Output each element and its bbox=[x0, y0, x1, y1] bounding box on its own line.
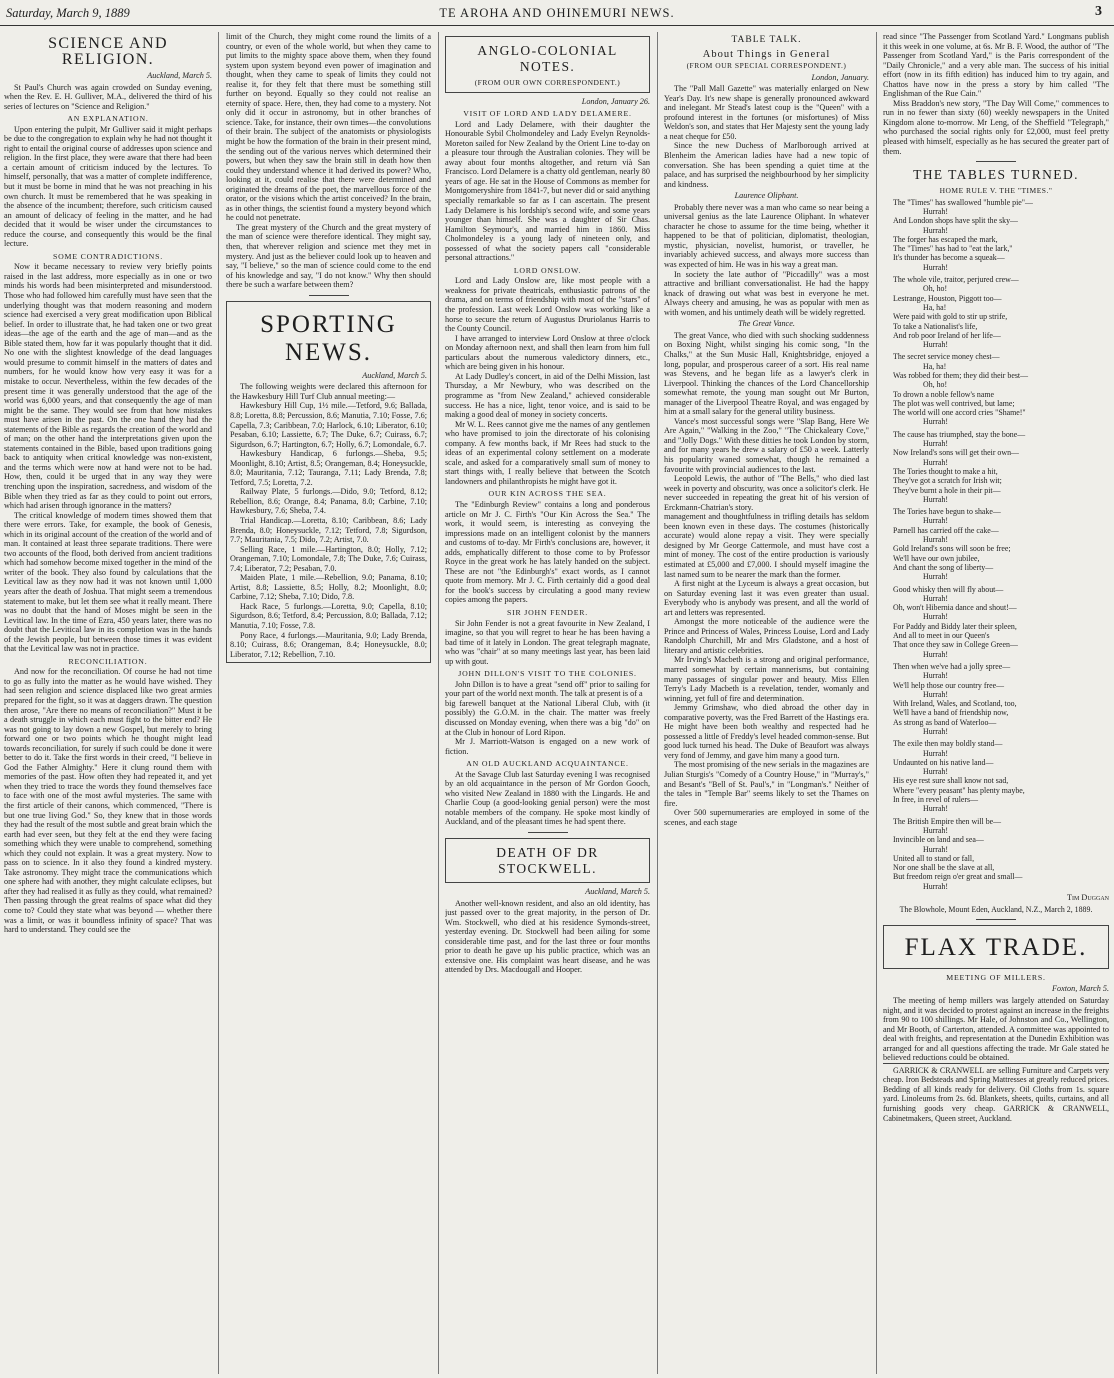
poem-address: The Blowhole, Mount Eden, Auckland, N.Z., March 2, 1889. bbox=[899, 904, 1093, 914]
paragraph: limit of the Church, they might come round the limits of a country, or even of the whole world, but when they came to put limits to the mighty space above them, when they found system upon system beyond even power of imagination and thought, when they came to speak of limits they could not realise it, for they felt that there must be something still further on beyond. Equally so they could not realise an eternity of space. Here, then, they had come to a mystery. Not only did it occur in astronomy, but in other branches of science. Take, for instance, their own times—the convolutions of their brain. The subject of the anatomists or physiologists might be how the formation of the brain in their present mind, the sending out of the various nerves which determined their powers, but when they saw the brain still in death how then could they understand whence it had derived its power? Who, looking at it, could realise that there were determined and originated the dreams of the poet, the marvellous force of the orator, or the visions which the artist conceived? In the brain, as in other things, the scientist found a mystery beyond which he could not penetrate. bbox=[226, 32, 431, 223]
section-heading: MEETING OF MILLERS. bbox=[946, 972, 1046, 982]
page-number: 3 bbox=[1095, 4, 1102, 19]
paragraph: Amongst the more noticeable of the audience were the Prince and Princess of Wales, Princess Louise, Lord and Lady Randolph Churchill, Mr and Mrs Gladstone, and a host of literary and artistic celebrities. bbox=[664, 617, 869, 655]
race-weights: Selling Race, 1 mile.—Hartington, 8.0; Holly, 7.12; Orangeman, 7.10; Lomondale, 7.8; The Duke, 7.6; Cuirass, 7.4; Liberator, 7.2; Pesaban, 7.0. bbox=[230, 544, 427, 573]
poem-stanza bbox=[883, 817, 1109, 891]
poem-refrain: Hurrah! bbox=[923, 572, 948, 582]
poem-line: To take a Nationalist's life, bbox=[893, 321, 978, 331]
separator bbox=[528, 832, 568, 833]
poem-line: It's thunder has become a squeak— bbox=[893, 253, 1005, 263]
poem-line: In free, in revel of rulers— bbox=[893, 795, 979, 805]
paragraph: Upon entering the pulpit, Mr Gulliver said it might perhaps be due to the congregation to explain why he had not thought it right to entail the original course of addresses upon science and religion. In the first place, they were aware that there had been a certain amount of criticism induced by the lectures. To himself, personally, that was a matter of complete indifference, but it must be borne in mind that he was not preaching in his own church. It must be remembered that he was speaking in the absence of the incumbent; therefore, such criticism caused an amount of delicacy of feeling in the matter, and he had decided that it would be wiser under the circumstances to reduce the course, and consequently this would be the final lecture. bbox=[4, 124, 212, 249]
column-tables-turned-flax bbox=[883, 32, 1109, 1374]
dateline: Auckland, March 5. bbox=[362, 370, 427, 380]
poem-line: With Ireland, Wales, and Scotland, too, bbox=[893, 699, 1017, 709]
column-divider bbox=[876, 32, 877, 1374]
paragraph: big farewell banquet at the National Liberal Club, with (it possibly) the G.O.M. in the chair. The matter was freely discussed on Monday evening, when there was a big "do" on at the Club in honour of Lord Ripon. bbox=[445, 698, 650, 737]
poem-line: Oh, won't Hibernia dance and shout!— bbox=[893, 603, 1017, 613]
section-heading: VISIT OF LORD AND LADY DELAMERE. bbox=[463, 109, 632, 119]
dateline: Auckland, March 5. bbox=[585, 887, 650, 897]
death-notice-title-box bbox=[445, 838, 650, 883]
section-heading: The Great Vance. bbox=[738, 319, 795, 329]
column-table-talk bbox=[664, 32, 869, 1374]
poem-refrain: Hurrah! bbox=[923, 340, 948, 350]
poem-refrain: Hurrah! bbox=[923, 225, 948, 235]
poem-line: Parnell has carried off the cake— bbox=[893, 525, 999, 535]
poem-refrain: Hurrah! bbox=[923, 689, 948, 699]
poem-refrain: Hurrah! bbox=[923, 748, 948, 758]
paragraph: At the Savage Club last Saturday evening I was recognised by an old acquaintance in the person of Mr Gordon Gooch, who visited New Zealand in 1880 with the Lingards. He and Charlie Coup (a good-looking genial person) were the most notable members of the company. He spoke most kindly of Auckland, and of the pleasant times he had spent there. bbox=[445, 769, 650, 827]
poem-line: The exile then may boldly stand— bbox=[893, 739, 1003, 749]
poem-line: Undaunted on his native land— bbox=[893, 757, 994, 767]
dateline: London, January 26. bbox=[581, 96, 650, 106]
paragraph: Mr Irving's Macbeth is a strong and original performance, marred somewhat by certain mannerisms, but containing many passages of singular power and beauty. Miss Ellen Terry's Lady Macbeth is a revelation, tender, womanly and winning, yet full of fire and determination. bbox=[664, 655, 869, 703]
masthead bbox=[0, 0, 1114, 26]
poem-signature: Tim Duggan bbox=[1067, 893, 1109, 903]
poem-stanza bbox=[883, 507, 1109, 581]
poem-stanza bbox=[883, 352, 1109, 426]
poem-line: We'll have our own jubilee, bbox=[893, 553, 980, 563]
paragraph: Lord and Lady Delamere, with their daughter the Honourable Sybil Cholmondeley and Lady Evelyn Reynolds-Moreton sailed for New Zealand by the Orient Line to-day on a pleasure tour through the Australian colonies. They will be away about four months altogether, and return vià San Francisco. Lord Delamere is a chatty old gentleman, nearly 80 years of age. He sat in the House of Commons as member for Montgomeryshire from 1841-7, but never did or said anything specially remarkable so far as I can ascertain. The present Lady Delamere is his lordship's second wife, and some years younger than himself. She was a daughter of Sir Chas. Hamilton Seymour's, and married him in 1860. Miss Cholmondeley is a young lady of nineteen only, and possessed of what the society papers call "considerable personal attractions." bbox=[445, 119, 650, 263]
poem-line: His eye rest sure shall know not sad, bbox=[893, 776, 1009, 786]
section-heading: SOME CONTRADICTIONS. bbox=[52, 251, 163, 261]
race-weights: Hawkesbury Hill Cup, 1½ mile.—Tetford, 9.6; Ballada, 8.8; Loretta, 8.8; Percussion, 8.6; Manutia, 7.10; Fosse, 7.6; Capella, 7.3; Caribbean, 7.0; Harlock, 6.10; Liberator, 6.10; Pesaban, 6.10; Lassiette, 6.7; The Duke, 6.7; Cuirass, 6.7; Sigurdson, 6.7; Hartington, 6.7; Holly, 6.7; Lomondale, 6.7. bbox=[230, 401, 427, 449]
poem-line: We'll have a band of friendship now, bbox=[893, 708, 1009, 718]
section-heading: OUR KIN ACROSS THE SEA. bbox=[488, 489, 607, 499]
poem-line: They've burnt a hole in their pit— bbox=[893, 485, 1001, 495]
poem-stanza bbox=[883, 662, 1109, 736]
poem-line: And London shops have split the sky— bbox=[893, 216, 1018, 226]
poem-line: Gold Ireland's sons will soon be free; bbox=[893, 544, 1011, 554]
article-subtitle: About Things in General bbox=[702, 48, 831, 60]
advertisement bbox=[883, 1063, 1109, 1123]
dateline: Auckland, March 5. bbox=[147, 71, 212, 80]
poem-stanza bbox=[883, 739, 1109, 813]
paragraph: management and thoughtfulness in trifling details has seldom been known even in these days. The costumes (historically accurate) would alone repay a visit. They were specially designed by Mr George Cattermole, and must have cost a mint of money. The cost of the entire production is variously estimated at £5,000 and £7,000. I should myself imagine the last named sum to be nearer the mark than the former. bbox=[664, 512, 869, 579]
paragraph: Probably there never was a man who came so near being a universal genius as the late Laurence Oliphant. In whatever character he chose to assume for the time being, whether it happened to be that of politician, diplomatist, theologian, mystic, physician, novelist, humorist, or traveller, he invariably achieved success, and always more success than was expected of him. He was in his way a great man. bbox=[664, 202, 869, 270]
poem-refrain: Hurrah! bbox=[923, 206, 948, 216]
dateline: Foxton, March 5. bbox=[1052, 984, 1109, 994]
paragraph: The "Edinburgh Review" contains a long and ponderous article on Mr J. C. Firth's "Our Kin Across the Sea." The work, it would seem, is interesting as conveying the impressions made on an intelligent colonist by the manners and customs of to-day. Mr Firth's conclusions are, however, it adds, emphatically different to those come to by Professor Royce in the great work he has lately handed on the subject. These are not "the Edinburgh's" exact words, as I cannot quote from memory. Mr J. C. Firth certainly did a good deal for the book's success by circulating a good many review copies among the papers. bbox=[445, 499, 650, 605]
anglo-colonial-title-box bbox=[445, 36, 650, 93]
poem-refrain: Hurrah! bbox=[923, 671, 948, 681]
poem-line: To drown a noble fellow's name bbox=[893, 389, 995, 399]
paragraph: The great mystery of the Church and the great mystery of the man of science were therefore identical. They might say, then, that wherever religion and science met they met in mystery. And just as the believer could look up to heaven and say, "I believe," so the man of science could come to the end of his knowledge and say, "I do not know." Why then should there be such a warfare between them? bbox=[226, 222, 431, 290]
poem-line: The world will one accord cries "Shame!" bbox=[893, 408, 1026, 418]
subtitle: (FROM OUR OWN CORRESPONDENT.) bbox=[474, 78, 621, 87]
poem-line: Now Ireland's sons will get their own— bbox=[893, 448, 1019, 458]
section-heading: JOHN DILLON'S VISIT TO THE COLONIES. bbox=[458, 669, 637, 679]
poem-line: The Tories have begun to shake— bbox=[893, 507, 1001, 517]
article-title: SCIENCE AND RELIGION. bbox=[48, 35, 168, 68]
paragraph: The most promising of the new serials in the magazines are Julian Sturgis's "Comedy of a Country House," in "Murray's," and Besant's "Bell of St. Paul's," in "Longman's." Neither of the tales in "Temple Bar" seems likely to set the Thames on fire. bbox=[664, 760, 869, 808]
poem-refrain: Hurrah! bbox=[923, 439, 948, 449]
poem-refrain: Ha, ha! bbox=[923, 302, 947, 312]
paragraph: Mr J. Marriott-Watson is engaged on a new work of fiction. bbox=[445, 737, 650, 756]
paragraph: The meeting of hemp millers was largely attended on Saturday night, and it was decided to protest against an increase in the freights from 90 to 100 shillings. Mr Hale, of Johnston and Co., Wellington, and Mr Booth, of Carterton, attended. A committee was appointed to deal with freights, and representation at the Dunedin Exhibition was arranged for and all questions affecting the trade. Mr Gale stated he believed reductions could be obtained. bbox=[883, 995, 1109, 1063]
poem-line: And chant the song of liberty— bbox=[893, 562, 994, 572]
poem-refrain: Hurrah! bbox=[923, 535, 948, 545]
poem-line: Nor one shall be the slave at all, bbox=[893, 863, 995, 873]
poem-line: The British Empire then will be— bbox=[893, 816, 1002, 826]
paragraph: Another well-known resident, and also an old identity, has just passed over to the great majority, in the person of Dr. Wm. Stockwell, who died at his residence Symonds-street, yesterday evening. Dr. Stockwell had been ailing for some considerable time past, and for the last three or four months prior to death he gave up his public practice, which was an extensive one. His complaint was heart disease, and he was attended by Drs. Macdougall and Hooper. bbox=[445, 898, 650, 975]
section-heading: SIR JOHN FENDER. bbox=[506, 607, 589, 617]
column-divider bbox=[657, 32, 658, 1374]
race-weights: Pony Race, 4 furlongs.—Mauritania, 9.0; Lady Brenda, 8.10; Cuirass, 8.6; Orangeman, 8.4; Honeysuckle, 8.0; Liberator, 7.12; Rebellion, 7.10. bbox=[230, 630, 427, 659]
poem-stanza bbox=[883, 585, 1109, 659]
poem-refrain: Hurrah! bbox=[923, 262, 948, 272]
poem-refrain: Hurrah! bbox=[923, 494, 948, 504]
poem-refrain: Oh, ho! bbox=[923, 284, 948, 294]
poem-line: They've got a scratch for Irish wit; bbox=[893, 476, 1002, 486]
paragraph: A first night at the Lyceum is always a great occasion, but on Saturday evening last it was even greater than usual. Everybody who is anybody was present, and all the world of art and letters was represented. bbox=[664, 579, 869, 617]
paragraph: St Paul's Church was again crowded on Sunday evening, when the Rev. E. H. Gulliver, M.A., delivered the third of his series of lectures on "Science and Religion." bbox=[4, 82, 212, 111]
poem-line: Where "every peasant" has plenty maybe, bbox=[893, 785, 1025, 795]
race-weights: Trial Handicap.—Loretta, 8.10; Caribbean, 8.6; Lady Brenda, 8.0; Honeysuckle, 7.12; Tetford, 7.8; Sigurdson, 7.7; Mauritania, 7.5; Dido, 7.2; Artist, 7.0. bbox=[230, 515, 427, 545]
poem-refrain: Hurrah! bbox=[923, 516, 948, 526]
article-title: DEATH OF DR STOCKWELL. bbox=[496, 845, 599, 877]
dateline: London, January. bbox=[811, 72, 869, 82]
poem-line: That once they saw in College Green— bbox=[893, 640, 1018, 650]
paragraph: Leopold Lewis, the author of "The Bells," who died last week in poverty and obscurity, was once a solicitor's clerk. He never succeeded in repeating the great hit of his version of Erckmann-Chatrian's story. bbox=[664, 474, 869, 512]
poem-stanza bbox=[883, 198, 1109, 272]
separator bbox=[976, 919, 1016, 920]
poem-refrain: Oh, ho! bbox=[923, 380, 948, 390]
poem-line: The "Times" has swallowed "humble pie"— bbox=[893, 197, 1033, 207]
separator bbox=[976, 161, 1016, 162]
paragraph: read since "The Passenger from Scotland Yard." Longmans publish it this week in one volume, at 6s. Mr B. F. Wood, the author of "The Passenger from Scotland Yard," is the Paris correspondent of the "Daily Chronicle," and a very able man. The success of his initial effort (now in its fifth edition) has induced him to try again, and Chattos have now in the press a story by him called "The Englishman of the Rue Cain." bbox=[883, 32, 1109, 99]
poem-stanza bbox=[883, 275, 1109, 349]
paragraph: Sir John Fender is not a great favourite in New Zealand, I imagine, so that you will regret to hear he has been having a bad time of it lately in London. The great telegraph magnate, who was "chair" at so many meetings last year, has been laid up with gout. bbox=[445, 618, 650, 666]
poem-refrain: Hurrah! bbox=[923, 612, 948, 622]
poem-line: The plot was well contrived, but lame; bbox=[893, 398, 1015, 408]
column-science-continued-sporting bbox=[226, 32, 431, 1374]
poem-line: The forger has escaped the mark, bbox=[893, 234, 998, 244]
section-heading: AN EXPLANATION. bbox=[67, 114, 149, 124]
poem-line: Good whisky then will fly about— bbox=[893, 584, 1004, 594]
race-weights: Railway Plate, 5 furlongs.—Dido, 9.0; Tetford, 8.12; Rebellion, 8.6; Orange, 8.4; Panama, 8.0; Carbine, 7.10; Hawkesbury, 7.6; Sheba, 7.4. bbox=[230, 487, 427, 516]
poem-refrain: Hurrah! bbox=[923, 726, 948, 736]
section-heading: RECONCILIATION. bbox=[68, 656, 148, 666]
issue-date: Saturday, March 9, 1889 bbox=[6, 6, 130, 20]
paragraph: Lord and Lady Onslow are, like most people with a weakness for private theatricals, enthusiastic patrons of the drama, and on terms of friendship with most of the "stars" of the profession. Last week Lord Onslow was working like a horse to secure the return of Augustus Druriolanus Harris to the County Council. bbox=[445, 276, 650, 334]
poem-line: Lestrange, Houston, Piggott too— bbox=[893, 293, 1002, 303]
poem-line: Were paid with gold to stir up strife, bbox=[893, 312, 1008, 322]
poem-refrain: Hurrah! bbox=[923, 593, 948, 603]
paper-title: TE AROHA AND OHINEMURI NEWS. bbox=[439, 6, 675, 20]
paragraph: Since the new Duchess of Marlborough arrived at Blenheim the American ladies have had a new topic of conversation. She has been spending a quiet time at the palace, and has surprised the neighbourhood by her simplicity and kindness. bbox=[664, 141, 869, 189]
advertisement-text: GARRICK & CRANWELL are selling Furniture and Carpets very cheap. Iron Bedsteads and Spring Mattresses at greatly reduced prices. Bedding of all kinds ready for delivery. Oil Cloths from 1s. square yard. Linoleums from 2s. 6d. Blankets, sheets, quilts, curtains, and all furnishing goods very cheap. GARRICK & CRANWELL, Cabinetmakers, Queen street, Auckland. bbox=[883, 1065, 1109, 1123]
poem-line: For Paddy and Biddy later their spleen, bbox=[893, 621, 1017, 631]
poem-refrain: Hurrah! bbox=[923, 881, 948, 891]
poem-refrain: Hurrah! bbox=[923, 417, 948, 427]
paragraph: Miss Braddon's new story, "The Day Will Come," commences to run in no fewer than sixty (60) weekly newspapers in the United Kingdom alone to-morrow. Mr Leng, of the Sheffield "Telegraph," who purchased the social rights only for £2,000, must feel pretty pleased with himself, especially as he has secured the greater part of them. bbox=[883, 98, 1109, 156]
poem-refrain: Ha, ha! bbox=[923, 361, 947, 371]
poem-line: The Tories thought to make a hit, bbox=[893, 466, 998, 476]
race-weights: Maiden Plate, 1 mile.—Rebellion, 9.0; Panama, 8.10; Artist, 8.8; Lassiette, 8.5; Holly, 8.2; Moonlight, 8.0; Carbine, 7.12; Sheba, 7.10; Dido, 7.8. bbox=[230, 573, 427, 602]
poem-refrain: Hurrah! bbox=[923, 804, 948, 814]
paragraph: Over 500 supernumeraries are employed in some of the scenes, and each stage bbox=[664, 808, 869, 827]
paragraph: Mr W. L. Rees cannot give me the names of any gentlemen who have promised to join the directorate of his colonising company. A few months back, if Mr Rees had stuck to the ideas of an experimental colony settlement on a moderate scale, and asked for a comparatively small sum of money to start things with, I really believe that between the Scotch landowners and philanthropists he might have got it. bbox=[445, 419, 650, 486]
column-science-religion bbox=[4, 32, 212, 1374]
poem-title: THE TABLES TURNED. bbox=[913, 167, 1079, 183]
poem-line: The whole vile, traitor, perjured crew— bbox=[893, 275, 1019, 285]
poem-line: The cause has triumphed, stay the bone— bbox=[893, 429, 1026, 439]
poem-subtitle: HOME RULE V. THE "TIMES." bbox=[939, 186, 1053, 196]
poem-line: And all to meet in our Queen's bbox=[893, 631, 990, 641]
poem-refrain: Hurrah! bbox=[923, 767, 948, 777]
byline: (FROM OUR SPECIAL CORRESPONDENT.) bbox=[686, 61, 847, 71]
paragraph: The great Vance, who died with such shocking suddenness on Boxing Night, whilst singing his comic song, "In the Chalks," at the Sun Music Hall, Knightsbridge, enjoyed a long, popular, and prosperous career of a sort. His real name was Stevens, and he began life as a lawyer's clerk in Liverpool. Thinking the chances of the Lord Chancellorship somewhat remote, the young man sought out Mr Burton, manager of the Liverpool Theatre Royal, and was engaged by him at a small salary for the general utility business. bbox=[664, 330, 869, 417]
poem-line: But freedom reign o'er great and small— bbox=[893, 872, 1023, 882]
poem-refrain: Hurrah! bbox=[923, 457, 948, 467]
article-title: SPORTING NEWS. bbox=[260, 310, 397, 366]
article-title: FLAX TRADE. bbox=[904, 933, 1088, 961]
column-divider bbox=[218, 32, 219, 1374]
paragraph: John Dillon is to have a great "send off" prior to sailing for your part of the world next month. The talk at present is of a bbox=[445, 679, 650, 699]
paragraph: At Lady Dudley's concert, in aid of the Delhi Mission, last Thursday, a Mr Newbury, who was described on the programme as "from New Zealand," achieved considerable success. He has a nice, light, tenor voice, and is said to be making a good deal of money in society concerts. bbox=[445, 371, 650, 420]
paragraph: In society the late author of "Piccadilly" was a most attractive and brilliant conversationalist. He had the happy knack of drawing out what was best in everyone he met. Always cheery and amusing, he was as popular with men as with women, and his untimely death will be widely regretted. bbox=[664, 269, 869, 317]
paragraph: Jemmy Grimshaw, who died abroad the other day in comparative poverty, was the Fred Barrett of the Hastings era. He might have been both wealthy and respected had he possessed a little of Freddy's level headed common-sense. But good luck turned his head. The Duke of Beaufort was always very fond of Jemmy, and gave him many a good turn. bbox=[664, 703, 869, 760]
poem-line: And rob poor Ireland of her life— bbox=[893, 330, 1001, 340]
separator bbox=[309, 295, 349, 296]
paragraph: Vance's most successful songs were "Slap Bang, Here We Are Again," "Walking in the Zoo," "The Chickaleary Cove," and "Jolly Dogs." With these ditties he took London by storm, and for many years he drew a salary of £50 a week. Latterly his popularity waned somewhat, though he remained a favourite with provincial audiences to the last. bbox=[664, 416, 869, 474]
flax-trade-title-box bbox=[883, 925, 1109, 969]
article-title: TABLE TALK. bbox=[731, 35, 802, 45]
paragraph: The critical knowledge of modern times showed them that there were errors. Take, for example, the book of Genesis, which in its original account of the creation of the world and of man. It contained at least three separate traditions. There were two accounts of the flood, both derived from ancient traditions which had somehow become mixed together in the mind of the writer of the book. They also found by calculations that the Levitical law as they now had it was not known until 1,000 years after the death of Joshua. That might seem a tremendous statement to make, but let them see what it really meant. There was no doubt that the hand of Moses might be seen in the Levitical law. In the time of Ezra, 450 years later, there was no doubt that the Levitical law in its completion was in the hands of the Jewish people, but between those times it was evident that the Levitical law was not in practice. bbox=[4, 510, 212, 654]
poem-refrain: Hurrah! bbox=[923, 649, 948, 659]
paragraph: I have arranged to interview Lord Onslow at three o'clock on Monday afternoon next, and shall then learn from him full particulars about the numerous valedictory dinners, etc., which are being given in his honour. bbox=[445, 333, 650, 372]
sporting-news-box bbox=[226, 301, 431, 663]
poem-line: The "Times" has had to "eat the lark," bbox=[893, 244, 1013, 254]
poem-line: Then when we've had a jolly spree— bbox=[893, 661, 1011, 671]
poem-line: Was robbed for them; they did their best— bbox=[893, 371, 1029, 380]
poem-refrain: Hurrah! bbox=[923, 825, 948, 835]
article-title: ANGLO-COLONIAL NOTES. bbox=[477, 43, 618, 74]
section-heading: Laurence Oliphant. bbox=[734, 191, 799, 201]
section-heading: AN OLD AUCKLAND ACQUAINTANCE. bbox=[466, 759, 629, 769]
paragraph: Now it became necessary to review very briefly points raised in the last address, more especially as in one or two minds his words had been misinterpreted and misunderstood. Those who had followed him carefully must have seen that the underlying thought was that modern reasoning and modern science had exercised a very great modification upon Biblical belief. In order to illustrate that, he had taken one or two great ideas—the age of the earth and the age of man—and as the Bible stated them, how far it was popularly thought that it did. No one with the slightest knowledge of the dead languages would presume to commit himself in the matters of dates and numbers, for he would know how very easy it was for a mistake to occur. Nevertheless, within the few decades of the present time it was generally understood that the age of the world was 6,000 years, and that consequently the age of man might be the same. They would see from that how mistakes must have arisen in the past. On the one hand they had the statements of the Bible as regards the creation of the world and of man; on the other hand the interpretations given upon the statements contained in the Bible, based upon traditions going back to antiquity when critical knowledge was non-existent, and the terms which were now at hand were not to be had. How, then, could it be urged that in any way they were trenching upon the inspiration, sacredness, and wisdom of the Bible when they tried as far as they could to point out errors, which had arisen through ignorance in the matters? bbox=[4, 262, 212, 511]
poem-line: We'll help those our country free— bbox=[893, 680, 1004, 690]
poem-refrain: Hurrah! bbox=[923, 844, 948, 854]
poem-line: The secret service money chest— bbox=[893, 352, 1000, 362]
race-weights: Hack Race, 5 furlongs.—Loretta, 9.0; Capella, 8.10; Sigurdson, 8.6; Tetford, 8.4; Percussion, 8.0; Ballada, 7.12; Manutia, 7.10; Fosse, 7.8. bbox=[230, 601, 427, 630]
poem-line: As strong as band of Waterloo— bbox=[893, 717, 997, 727]
section-heading: LORD ONSLOW. bbox=[513, 265, 582, 275]
column-anglo-colonial bbox=[445, 32, 650, 1374]
column-divider bbox=[438, 32, 439, 1374]
paragraph: And now for the reconciliation. Of course he had not time to go as fully into the matter as he would have wished. They had seen religion and science displaced like two great armies prepared for the fight, so it was at daggers drawn. The question then arose, "Are there no means of reconciliation?" Must it be a death struggle in which each must fight to the bitter end? He was not going to lay down a new Gospel, but merely to bring forward one or two points which he thought might lead towards reconciliation, for surely if such could be done it were better to do it. Take the first words in their creed, "I believe in God the Father Almighty." Here it clung round them with memories of the past. How often they had repeated it, and yet when they tried to trace the words they found themselves face to face with one of the most awful mysteries. The same with the first article of their canons, which commenced, "There is but one true living God." So, they knew that in those words they had the result of the most subtle and great brain which the earth had ever seen, but they felt at the end they were facing something which they were unable to comprehend, something which they could not explain. It was a great mystery. Now to pass on to science. In it also they found a kindred mystery. Take astronomy. They might trace the communications which one sphere had with another, they might calculate eclipses, but after they had realised it as fully as they could, what remained? Then passing through the great realms of space what did they come to? Could they state what was beyond — whether there was a limit, or was it boundless infinity of space? That was hard to understand. They could see the bbox=[4, 667, 212, 935]
race-weights: Hawkesbury Handicap, 6 furlongs.—Sheba, 9.5; Moonlight, 8.10; Artist, 8.5; Orangeman, 8.4; Honeysuckle, 8.0; Mauritania, 7.12; Tauranga, 7.11; Lady Brenda, 7.8; Tetford, 7.5; Loretta, 7.2. bbox=[230, 449, 427, 487]
paragraph: The "Pall Mall Gazette" was materially enlarged on New Year's Day. It's new shape is generally pronounced awkward and inelegant. Mr Stead's latest coup is the "Queen" with a profound interest in the fortunes (or misfortunes) of Miss Weldon's son, and states that Her Majesty sent the young lady a neat cheque for £50. bbox=[664, 84, 869, 141]
paragraph: The following weights were declared this afternoon for the Hawkesbury Hill Turf Club annual meeting:— bbox=[230, 382, 427, 401]
poem-stanza bbox=[883, 430, 1109, 504]
poem-line: Invincible on land and sea— bbox=[893, 835, 984, 845]
poem-line: United all to stand or fall, bbox=[893, 853, 975, 863]
